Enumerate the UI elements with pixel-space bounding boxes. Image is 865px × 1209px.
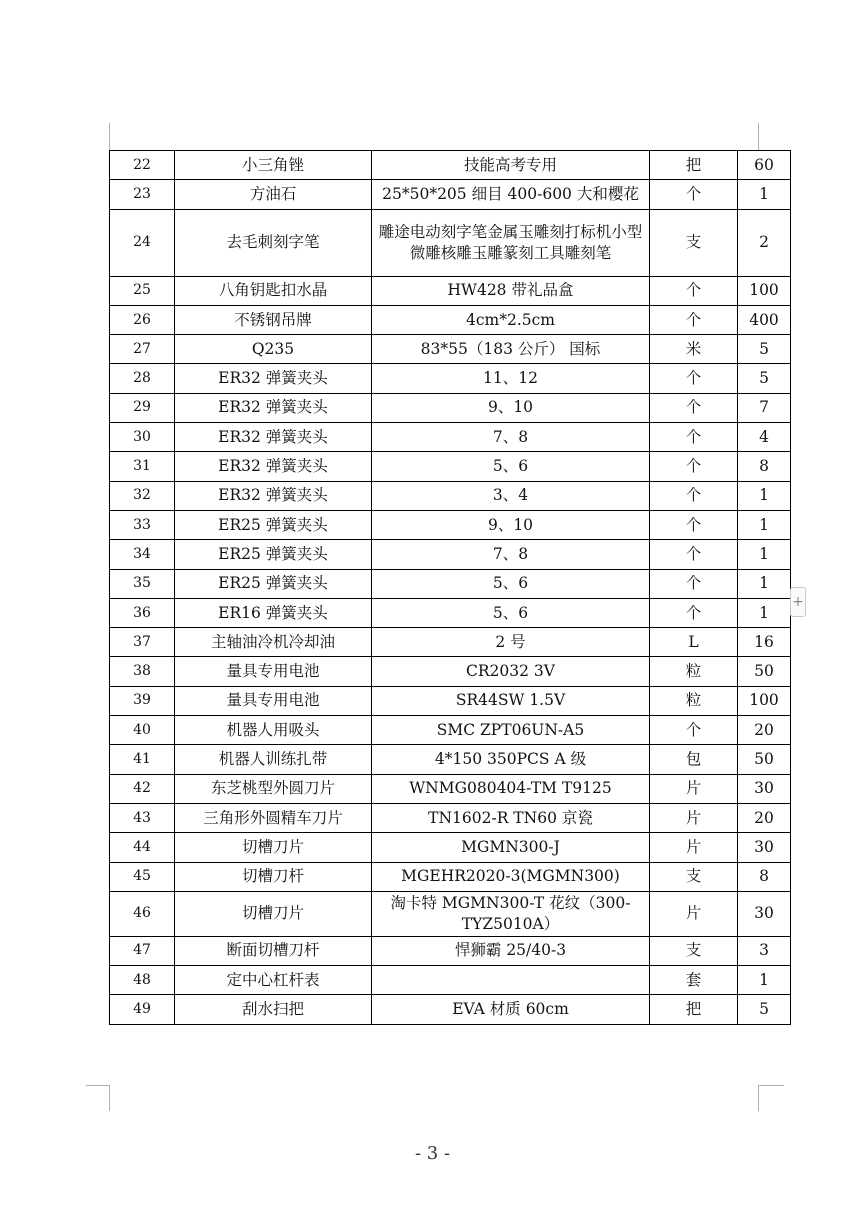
cell-quantity: 2 — [738, 209, 791, 276]
crop-mark-bottom-right-vertical — [758, 1085, 759, 1111]
table-body — [110, 151, 791, 1025]
cell-item-name: 断面切槽刀杆 — [175, 936, 372, 965]
cell-item-name: 量具专用电池 — [175, 686, 372, 715]
table-row — [110, 745, 791, 774]
cell-number: 29 — [110, 393, 175, 422]
cell-quantity: 30 — [738, 833, 791, 862]
cell-specification: 5、6 — [372, 598, 650, 627]
crop-mark-bottom-right-horizontal — [758, 1085, 784, 1086]
cell-number: 45 — [110, 862, 175, 891]
cell-item-name: ER16 弹簧夹头 — [175, 598, 372, 627]
crop-mark-top-left-vertical — [109, 123, 110, 150]
cell-number: 22 — [110, 151, 175, 180]
cell-unit: 片 — [650, 833, 738, 862]
cell-specification: 5、6 — [372, 452, 650, 481]
cell-number: 43 — [110, 803, 175, 832]
table-row — [110, 481, 791, 510]
cell-unit: 个 — [650, 540, 738, 569]
table-row — [110, 180, 791, 209]
table-row — [110, 833, 791, 862]
cell-quantity: 100 — [738, 276, 791, 305]
cell-number: 49 — [110, 995, 175, 1024]
cell-number: 26 — [110, 305, 175, 334]
cell-specification: 7、8 — [372, 423, 650, 452]
cell-unit: 片 — [650, 774, 738, 803]
cell-item-name: 不锈钢吊牌 — [175, 305, 372, 334]
cell-quantity: 1 — [738, 569, 791, 598]
table-row — [110, 364, 791, 393]
cell-quantity: 60 — [738, 151, 791, 180]
cell-specification: 83*55（183 公斤） 国标 — [372, 335, 650, 364]
cell-item-name: ER32 弹簧夹头 — [175, 452, 372, 481]
table-row — [110, 598, 791, 627]
table-row — [110, 540, 791, 569]
cell-item-name: 八角钥匙扣水晶 — [175, 276, 372, 305]
cell-unit: 个 — [650, 305, 738, 334]
cell-unit: 支 — [650, 862, 738, 891]
cell-quantity: 1 — [738, 180, 791, 209]
cell-quantity: 1 — [738, 598, 791, 627]
cell-specification: 25*50*205 细目 400-600 大和樱花 — [372, 180, 650, 209]
table-row — [110, 657, 791, 686]
cell-item-name: Q235 — [175, 335, 372, 364]
cell-quantity: 5 — [738, 364, 791, 393]
cell-unit: 个 — [650, 393, 738, 422]
cell-unit: 支 — [650, 936, 738, 965]
cell-number: 25 — [110, 276, 175, 305]
cell-item-name: 机器人训练扎带 — [175, 745, 372, 774]
cell-number: 24 — [110, 209, 175, 276]
cell-quantity: 7 — [738, 393, 791, 422]
cell-specification: 7、8 — [372, 540, 650, 569]
cell-quantity: 400 — [738, 305, 791, 334]
cell-unit: 个 — [650, 180, 738, 209]
cell-unit: 个 — [650, 481, 738, 510]
cell-number: 44 — [110, 833, 175, 862]
cell-number: 39 — [110, 686, 175, 715]
cell-unit: 片 — [650, 803, 738, 832]
table-row — [110, 936, 791, 965]
cell-number: 30 — [110, 423, 175, 452]
cell-quantity: 50 — [738, 657, 791, 686]
cell-quantity: 1 — [738, 481, 791, 510]
cell-specification: EVA 材质 60cm — [372, 995, 650, 1024]
cell-item-name: 刮水扫把 — [175, 995, 372, 1024]
cell-item-name: 切槽刀片 — [175, 833, 372, 862]
cell-specification: 雕途电动刻字笔金属玉雕刻打标机小型微雕核雕玉雕篆刻工具雕刻笔 — [372, 209, 650, 276]
cell-quantity: 8 — [738, 452, 791, 481]
cell-number: 35 — [110, 569, 175, 598]
cell-quantity: 1 — [738, 510, 791, 539]
cell-item-name: 小三角锉 — [175, 151, 372, 180]
cell-item-name: ER32 弹簧夹头 — [175, 423, 372, 452]
cell-item-name: 东芝桃型外圆刀片 — [175, 774, 372, 803]
cell-specification: SMC ZPT06UN-A5 — [372, 716, 650, 745]
table-row — [110, 628, 791, 657]
cell-specification: 4cm*2.5cm — [372, 305, 650, 334]
cell-specification: 2 号 — [372, 628, 650, 657]
cell-unit: 个 — [650, 510, 738, 539]
cell-quantity: 5 — [738, 995, 791, 1024]
cell-number: 48 — [110, 966, 175, 995]
cell-number: 34 — [110, 540, 175, 569]
table-row — [110, 423, 791, 452]
cell-quantity: 30 — [738, 891, 791, 936]
cell-unit: 包 — [650, 745, 738, 774]
cell-quantity: 8 — [738, 862, 791, 891]
cell-number: 23 — [110, 180, 175, 209]
cell-unit: 把 — [650, 151, 738, 180]
cell-specification: 11、12 — [372, 364, 650, 393]
cell-number: 37 — [110, 628, 175, 657]
cell-unit: 个 — [650, 276, 738, 305]
cell-unit: L — [650, 628, 738, 657]
cell-unit: 个 — [650, 569, 738, 598]
cell-item-name: 定中心杠杆表 — [175, 966, 372, 995]
cell-specification: 技能高考专用 — [372, 151, 650, 180]
table-row — [110, 995, 791, 1024]
cell-unit: 个 — [650, 716, 738, 745]
cell-specification: 淘卡特 MGMN300-T 花纹（300- TYZ5010A） — [372, 891, 650, 936]
cell-quantity: 3 — [738, 936, 791, 965]
cell-unit: 套 — [650, 966, 738, 995]
cell-number: 41 — [110, 745, 175, 774]
cell-item-name: ER25 弹簧夹头 — [175, 540, 372, 569]
cell-item-name: 量具专用电池 — [175, 657, 372, 686]
cell-quantity: 30 — [738, 774, 791, 803]
table-row — [110, 452, 791, 481]
cell-specification: 9、10 — [372, 510, 650, 539]
cell-unit: 支 — [650, 209, 738, 276]
crop-mark-bottom-left-vertical — [109, 1085, 110, 1111]
table-row — [110, 966, 791, 995]
cell-number: 36 — [110, 598, 175, 627]
cell-specification: 9、10 — [372, 393, 650, 422]
page-number: - 3 - — [414, 1143, 451, 1164]
cell-specification — [372, 966, 650, 995]
cell-number: 27 — [110, 335, 175, 364]
cell-item-name: 切槽刀片 — [175, 891, 372, 936]
crop-mark-top-right-vertical — [758, 123, 759, 150]
cell-specification: 4*150 350PCS A 级 — [372, 745, 650, 774]
cell-number: 32 — [110, 481, 175, 510]
cell-quantity: 16 — [738, 628, 791, 657]
table-row — [110, 335, 791, 364]
cell-unit: 个 — [650, 598, 738, 627]
cell-specification: MGMN300-J — [372, 833, 650, 862]
cell-item-name: ER25 弹簧夹头 — [175, 510, 372, 539]
cell-quantity: 5 — [738, 335, 791, 364]
cell-specification: CR2032 3V — [372, 657, 650, 686]
table-row — [110, 209, 791, 276]
cell-number: 38 — [110, 657, 175, 686]
cell-quantity: 20 — [738, 803, 791, 832]
table-row — [110, 862, 791, 891]
table-row — [110, 716, 791, 745]
table-row — [110, 891, 791, 936]
table-row — [110, 510, 791, 539]
cell-unit: 粒 — [650, 686, 738, 715]
cell-item-name: 机器人用吸头 — [175, 716, 372, 745]
cell-item-name: 主轴油冷机冷却油 — [175, 628, 372, 657]
table-row — [110, 305, 791, 334]
cell-item-name: 去毛刺刻字笔 — [175, 209, 372, 276]
cell-specification: 悍狮霸 25/40-3 — [372, 936, 650, 965]
cell-specification: WNMG080404-TM T9125 — [372, 774, 650, 803]
cell-quantity: 20 — [738, 716, 791, 745]
cell-quantity: 1 — [738, 540, 791, 569]
cell-number: 47 — [110, 936, 175, 965]
table-row — [110, 686, 791, 715]
table-row — [110, 774, 791, 803]
cell-quantity: 1 — [738, 966, 791, 995]
cell-unit: 米 — [650, 335, 738, 364]
cell-number: 40 — [110, 716, 175, 745]
add-row-button[interactable] — [790, 587, 806, 617]
table-row — [110, 569, 791, 598]
cell-unit: 片 — [650, 891, 738, 936]
cell-specification: 3、4 — [372, 481, 650, 510]
cell-number: 28 — [110, 364, 175, 393]
cell-quantity: 100 — [738, 686, 791, 715]
cell-specification: MGEHR2020-3(MGMN300) — [372, 862, 650, 891]
cell-number: 46 — [110, 891, 175, 936]
cell-unit: 个 — [650, 423, 738, 452]
cell-item-name: 方油石 — [175, 180, 372, 209]
table-row — [110, 803, 791, 832]
procurement-table — [109, 150, 790, 1025]
plus-icon: + — [792, 594, 804, 610]
cell-unit: 把 — [650, 995, 738, 1024]
cell-specification: 5、6 — [372, 569, 650, 598]
crop-mark-bottom-left-horizontal — [86, 1085, 110, 1086]
cell-number: 31 — [110, 452, 175, 481]
cell-unit: 个 — [650, 452, 738, 481]
cell-number: 42 — [110, 774, 175, 803]
cell-specification: TN1602-R TN60 京瓷 — [372, 803, 650, 832]
cell-item-name: ER32 弹簧夹头 — [175, 364, 372, 393]
cell-specification: HW428 带礼品盒 — [372, 276, 650, 305]
cell-unit: 粒 — [650, 657, 738, 686]
cell-item-name: ER25 弹簧夹头 — [175, 569, 372, 598]
cell-item-name: 三角形外圆精车刀片 — [175, 803, 372, 832]
cell-item-name: 切槽刀杆 — [175, 862, 372, 891]
cell-quantity: 4 — [738, 423, 791, 452]
table-row — [110, 393, 791, 422]
table-row — [110, 276, 791, 305]
cell-number: 33 — [110, 510, 175, 539]
cell-item-name: ER32 弹簧夹头 — [175, 481, 372, 510]
cell-unit: 个 — [650, 364, 738, 393]
cell-item-name: ER32 弹簧夹头 — [175, 393, 372, 422]
cell-quantity: 50 — [738, 745, 791, 774]
table-row — [110, 151, 791, 180]
cell-specification: SR44SW 1.5V — [372, 686, 650, 715]
